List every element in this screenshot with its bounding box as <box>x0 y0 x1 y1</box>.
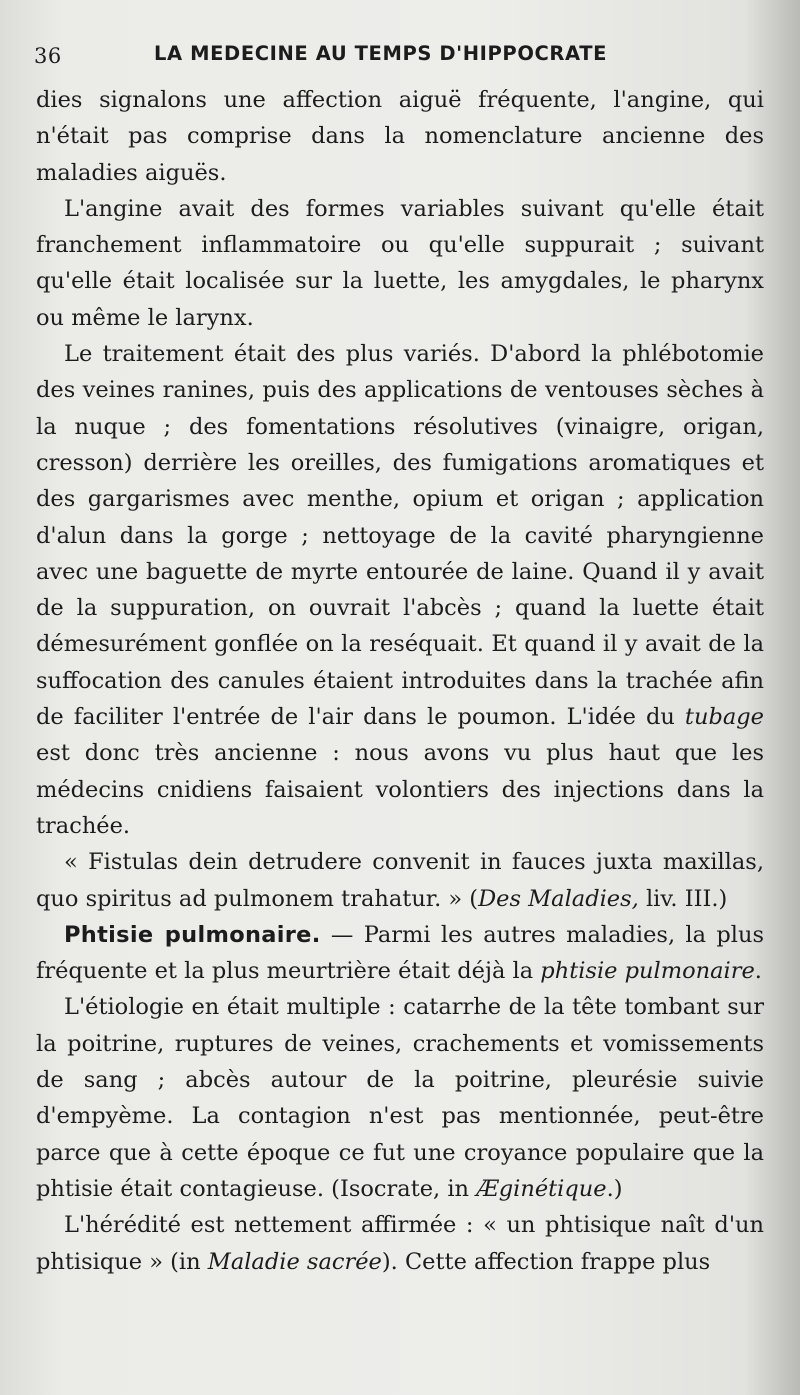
paragraph-heredite <box>36 1207 764 1280</box>
body-text <box>36 82 764 1280</box>
paragraph-text: dies signalons une affection aiguë fréquente, l'angine, qui n'était pas comprise dans la nomenclature ancienne des maladies aiguës. <box>36 87 764 186</box>
paragraph-text: L'hérédité est nettement affirmée : « un phtisique naît d'un phtisique » (in <box>36 1212 764 1275</box>
paragraph-latin-quote <box>36 844 764 917</box>
emphasis-text: Æginétique <box>476 1175 607 1202</box>
paragraph-text: .) <box>606 1175 623 1202</box>
emphasis-text: tubage <box>684 704 764 731</box>
paragraph-text: . <box>754 958 762 985</box>
paragraph-text: L'étiologie en était multiple : catarrhe de la tête tombant sur la poitrine, ruptures de veines, crachements et vomissements de sang ; abcès autour de la poitrine, pleurésie suivie d'empyème. La contagion n'est pas mentionnée, peut-être parce que à cette époque ce fut une croyance populaire que la phtisie était contagieuse. (Isocrate, in <box>36 994 764 1202</box>
paragraph-text: Le traitement était des plus variés. D'abord la phlébotomie des veines ranines, puis des applications de ventouses sèches à la nuque ; des fomentations résolutives (vinaigre, origan, cresson) derrière les oreilles, des fumigations aromatiques et des gargarismes avec menthe, opium et origan ; application d'alun dans la gorge ; nettoyage de la cavité pharyngienne avec une baguette de myrte entourée de laine. Quand il y avait de la suppuration, on ouvrait l'abcès ; quand la luette était démesurément gonflée on la reséquait. Et quand il y avait de la suffocation des canules étaient introduites dans la trachée afin de faciliter l'entrée de l'air dans le poumon. L'idée du <box>36 341 764 731</box>
section-heading: Phtisie pulmonaire. <box>64 921 321 948</box>
paragraph-text: liv. III.) <box>638 885 728 912</box>
running-title: LA MEDECINE AU TEMPS D'HIPPOCRATE <box>154 42 608 65</box>
paragraph-phtisie <box>36 917 764 990</box>
paragraph-text: « Fistulas dein detrudere convenit in fauces juxta maxillas, quo spiritus ad pulmonem trahatur. » ( <box>36 849 764 912</box>
page-header <box>34 36 764 76</box>
paragraph-text: est donc très ancienne : nous avons vu plus haut que les médecins cnidiens faisaient volontiers des injections dans la trachée. <box>36 740 764 839</box>
paragraph-text: — Parmi les autres maladies, la plus fréquente et la plus meurtrière était déjà la <box>36 921 764 985</box>
paragraph-angine-forms <box>36 191 764 336</box>
page-number: 36 <box>34 44 62 68</box>
paragraph-text: ). Cette affection frappe plus <box>381 1248 711 1275</box>
paragraph-text: L'angine avait des formes variables suivant qu'elle était franchement inflammatoire ou qu'elle suppurait ; suivant qu'elle était localisée sur la luette, les amygdales, le pharynx ou même le larynx. <box>36 195 764 331</box>
paragraph-etiologie <box>36 989 764 1207</box>
paragraph-treatment <box>36 336 764 844</box>
emphasis-text: phtisie pulmonaire <box>540 958 755 985</box>
paragraph-angine-intro <box>36 82 764 191</box>
emphasis-text: Des Maladies, <box>478 885 639 912</box>
emphasis-text: Maladie sacrée <box>207 1248 382 1275</box>
